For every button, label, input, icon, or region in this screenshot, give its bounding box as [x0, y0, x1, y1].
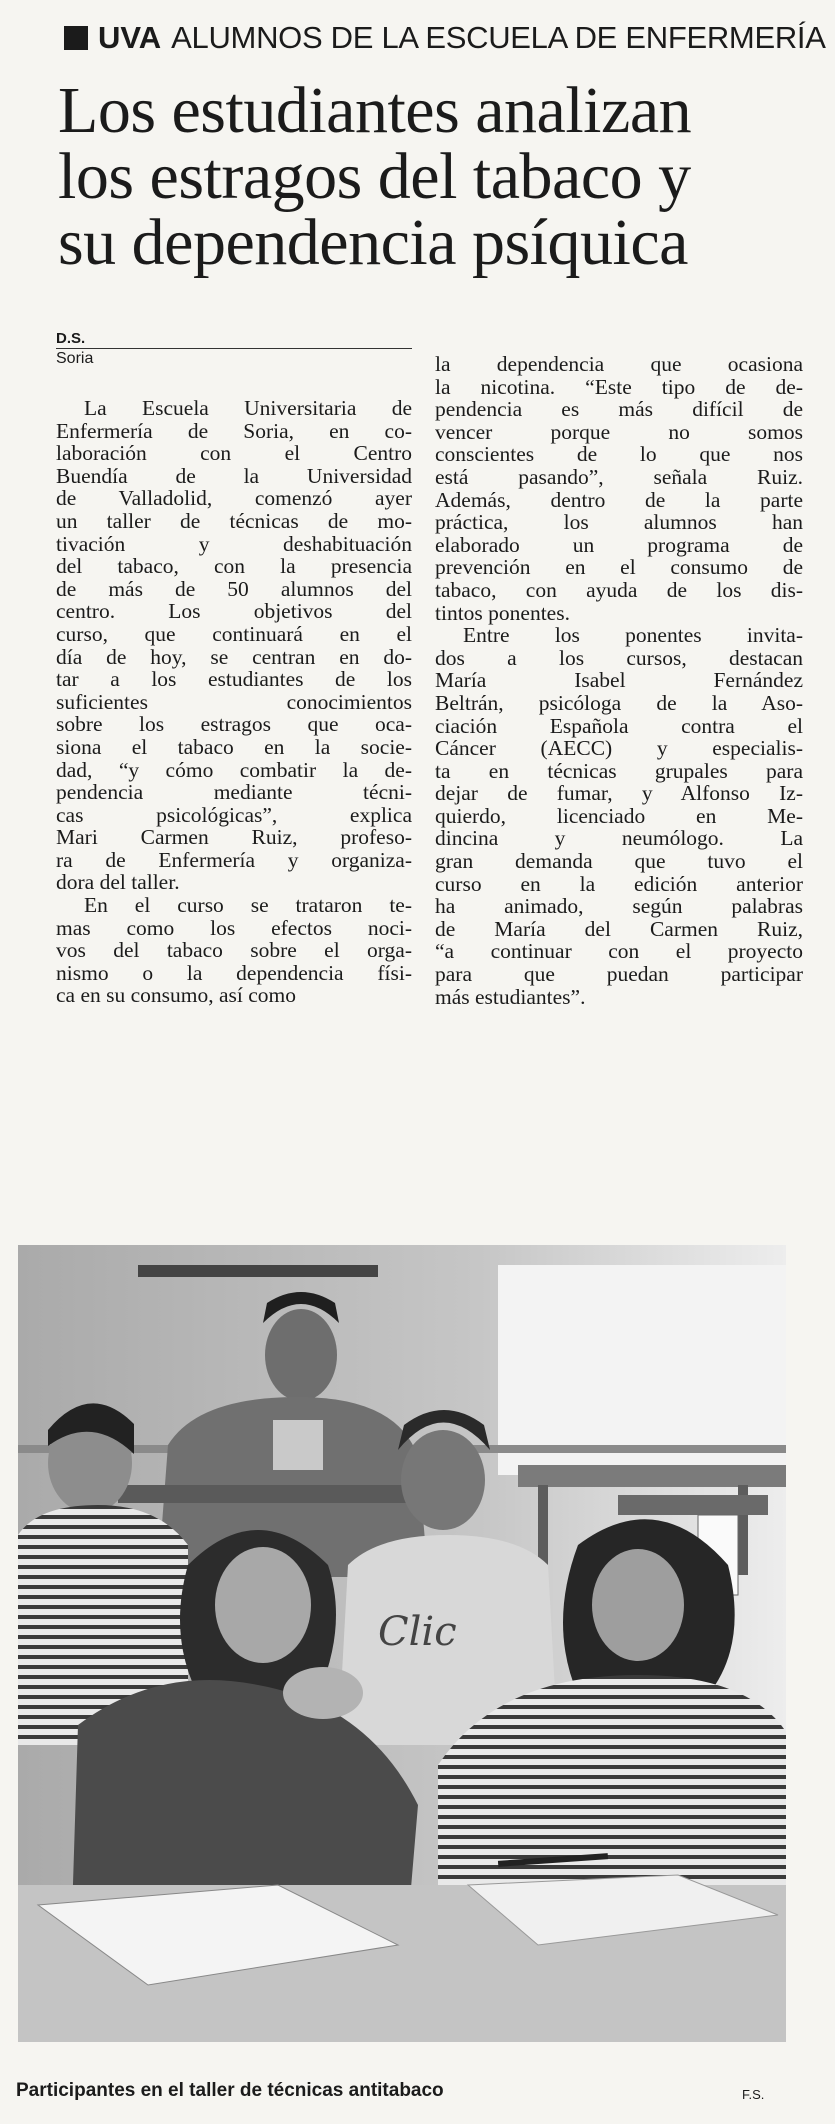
article-headline	[58, 74, 818, 279]
body-text-line: vos del tabaco sobre el orga-	[56, 938, 412, 963]
svg-text:Clic: Clic	[378, 1609, 457, 1655]
body-text-line: pendencia es más difícil de	[435, 397, 803, 422]
body-text-line: Buendía de la Universidad	[56, 463, 412, 488]
body-text-line: vencer porque no somos	[435, 419, 803, 444]
section-kicker	[64, 22, 826, 53]
body-text-line: la nicotina. “Este tipo de de-	[435, 374, 803, 399]
body-text-line: nismo o la dependencia físi-	[56, 960, 412, 985]
body-text-line: quierdo, licenciado en Me-	[435, 803, 803, 828]
subsection-label: ALUMNOS DE LA ESCUELA DE ENFERMERÍA	[171, 20, 826, 55]
body-text-line: tintos ponentes.	[435, 600, 570, 625]
body-text-line: ra de Enfermería y organiza-	[56, 847, 412, 872]
body-text-line: La Escuela Universitaria de	[84, 396, 412, 420]
body-text-line: la dependencia que ocasiona	[435, 352, 803, 376]
body-text-line: Además, dentro de la parte	[435, 487, 803, 512]
body-text-line: está pasando”, señala Ruiz.	[435, 464, 803, 489]
classroom-photo-illustration	[18, 1245, 786, 2042]
body-text-line: un taller de técnicas de mo-	[56, 508, 412, 533]
body-text-line: curso, que continuará en el	[56, 621, 412, 646]
body-text-line: pendencia mediante técni-	[56, 780, 412, 805]
kicker-square-icon	[64, 26, 88, 50]
body-text-line: cas psicológicas”, explica	[56, 802, 412, 827]
body-text-line: dora del taller.	[56, 870, 180, 895]
byline-author: D.S.	[56, 330, 86, 347]
body-text-line: Entre los ponentes invita-	[463, 623, 803, 648]
body-text-line: práctica, los alumnos han	[435, 510, 803, 535]
body-text-line: de más de 50 alumnos del	[56, 576, 412, 601]
byline-place: Soria	[56, 350, 94, 367]
body-text-line: mas como los efectos noci-	[56, 915, 412, 940]
body-text-line: “a continuar con el proyecto	[435, 939, 803, 964]
body-text-line: Mari Carmen Ruiz, profeso-	[56, 825, 412, 850]
body-text-line: de María del Carmen Ruiz,	[435, 916, 803, 941]
photo-credit: F.S.	[742, 2087, 765, 2102]
headline-line: su dependencia psíquica	[58, 206, 688, 279]
body-text-line: ca en su consumo, así como	[56, 983, 297, 1008]
body-text-line: dincina y neumólogo. La	[435, 826, 803, 851]
body-text-line: ciación Española contra el	[435, 713, 803, 738]
body-text-line: tar a los estudiantes de los	[56, 667, 412, 692]
body-text-line: Beltrán, psicóloga de la Aso-	[435, 690, 803, 715]
body-text-line: dos a los cursos, destacan	[435, 645, 803, 670]
body-text-line: sobre los estragos que oca-	[56, 712, 412, 737]
body-text-line: día de hoy, se centran en do-	[56, 644, 412, 669]
body-text-line: prevención en el consumo de	[435, 555, 803, 580]
body-text-line: laboración con el Centro	[56, 441, 412, 466]
body-text-line: gran demanda que tuvo el	[435, 849, 803, 874]
body-text-line: curso en la edición anterior	[435, 871, 803, 896]
body-text-line: suficientes conocimientos	[56, 689, 412, 714]
headline-line: Los estudiantes analizan	[58, 74, 692, 147]
body-text-line: Cáncer (AECC) y especialis-	[435, 736, 803, 761]
body-text-line: elaborado un programa de	[435, 532, 803, 557]
body-text-line: del tabaco, con la presencia	[56, 554, 412, 579]
body-text-line: ha animado, según palabras	[435, 894, 803, 919]
body-text-line: dad, “y cómo combatir la de-	[56, 757, 412, 782]
body-text-line: ta en técnicas grupales para	[435, 758, 803, 783]
byline	[56, 330, 412, 369]
body-text-line: más estudiantes”.	[435, 984, 586, 1009]
headline-line: los estragos del tabaco y	[58, 140, 691, 213]
body-text-line: tivación y deshabituación	[56, 531, 412, 556]
body-text-line: siona el tabaco en la socie-	[56, 734, 412, 759]
body-text-line: conscientes de lo que nos	[435, 442, 803, 467]
section-label: UVA	[98, 20, 162, 55]
article-column-left	[56, 397, 412, 1007]
body-text-line: dejar de fumar, y Alfonso Iz-	[435, 781, 803, 806]
body-text-line: centro. Los objetivos del	[56, 599, 412, 624]
body-text-line: María Isabel Fernández	[435, 668, 803, 693]
body-text-line: para que puedan participar	[435, 962, 803, 987]
article-photo	[18, 1245, 786, 2042]
body-text-line: Enfermería de Soria, en co-	[56, 418, 412, 443]
article-column-right	[435, 353, 803, 1008]
body-text-line: En el curso se trataron te-	[84, 893, 412, 918]
body-text-line: de Valladolid, comenzó ayer	[56, 486, 412, 511]
photo-caption: Participantes en el taller de técnicas antitabaco	[16, 2080, 444, 2101]
body-text-line: tabaco, con ayuda de los dis-	[435, 577, 803, 602]
